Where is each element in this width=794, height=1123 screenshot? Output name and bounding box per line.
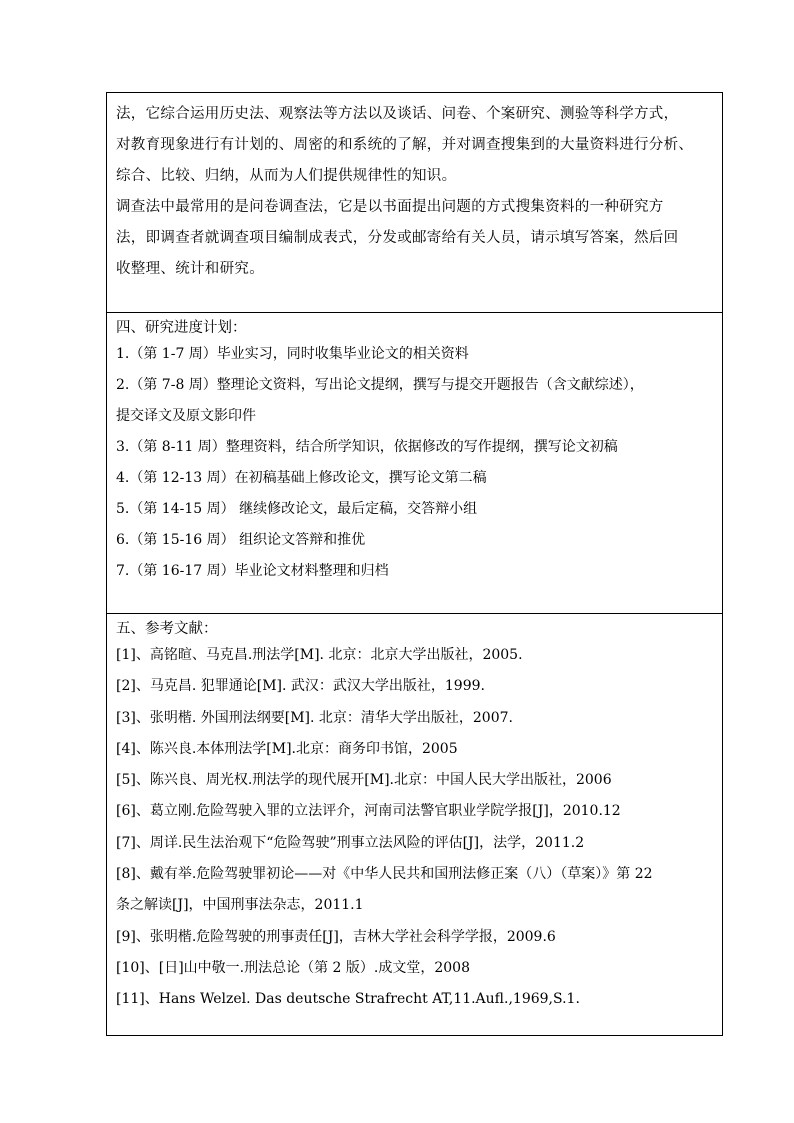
reference-item: [8]、戴有举.危险驾驶罪初论——对《中华人民共和国刑法修正案（八）（草案）》第 22: [116, 866, 653, 883]
research-schedule-section: [107, 312, 722, 613]
section-heading: 四、研究进度计划：: [116, 320, 247, 336]
schedule-item: 2.（第 7-8 周）整理论文资料，写出论文提纲，撰写与提交开题报告（含文献综述），: [116, 377, 644, 393]
reference-item: [9]、张明楷.危险驾驶的刑事责任[J]，吉林大学社会科学学报，2009.6: [116, 928, 556, 945]
reference-item: [4]、陈兴良.本体刑法学[M].北京：商务印书馆，2005: [116, 740, 458, 757]
reference-item: [11]、Hans Welzel. Das deutsche Strafrecht AT,11.Aufl.,1969,S.1.: [116, 991, 580, 1008]
method-line: 调查法中最常用的是问卷调查法，它是以书面提出问题的方式搜集资料的一种研究方: [116, 199, 664, 215]
reference-item: [6]、葛立刚.危险驾驶入罪的立法评介，河南司法警官职业学院学报[J]，2010.12: [116, 803, 621, 820]
method-line: 法，它综合运用历史法、观察法等方法以及谈话、问卷、个案研究、测验等科学方式，: [116, 106, 679, 122]
schedule-item: 6.（第 15-16 周） 组织论文答辩和推优: [116, 532, 366, 548]
schedule-item: 1.（第 1-7 周）毕业实习，同时收集毕业论文的相关资料: [116, 346, 469, 362]
references-section: [107, 613, 722, 1035]
reference-item: [7]、周详.民生法治观下“危险驾驶”刑事立法风险的评估[J]，法学，2011.2: [116, 834, 585, 851]
reference-item: [10]、[日]山中敬一.刑法总论（第 2 版）.成文堂，2008: [116, 959, 470, 976]
method-line: 综合、比较、归纳，从而为人们提供规律性的知识。: [116, 168, 457, 184]
schedule-item: 5.（第 14-15 周） 继续修改论文，最后定稿，交答辩小组: [116, 501, 478, 517]
method-line: 对教育现象进行有计划的、周密的和系统的了解，并对调查搜集到的大量资料进行分析、: [116, 137, 694, 153]
reference-item: [1]、高铭暄、马克昌.刑法学[M]. 北京：北京大学出版社，2005.: [116, 647, 523, 663]
method-line: 收整理、统计和研究。: [116, 261, 264, 277]
method-line: 法，即调查者就调查项目编制成表式，分发或邮寄给有关人员，请示填写答案，然后回: [116, 230, 679, 246]
reference-item: 条之解读[J]，中国刑事法杂志，2011.1: [116, 897, 364, 914]
research-method-section: [107, 93, 722, 312]
reference-item: [5]、陈兴良、周光权.刑法学的现代展开[M].北京：中国人民大学出版社，2006: [116, 772, 612, 789]
proposal-table: [106, 92, 723, 1036]
schedule-item: 提交译文及原文影印件: [116, 408, 256, 424]
schedule-item: 3.（第 8-11 周）整理资料，结合所学知识，依据修改的写作提纲，撰写论文初稿: [116, 439, 618, 455]
schedule-item: 7.（第 16-17 周）毕业论文材料整理和归档: [116, 563, 389, 579]
schedule-item: 4.（第 12-13 周）在初稿基础上修改论文，撰写论文第二稿: [116, 470, 487, 486]
section-heading: 五、参考文献：: [116, 621, 218, 637]
reference-item: [3]、张明楷. 外国刑法纲要[M]. 北京：清华大学出版社，2007.: [116, 709, 513, 726]
reference-item: [2]、马克昌. 犯罪通论[M]. 武汉：武汉大学出版社，1999.: [116, 678, 485, 695]
